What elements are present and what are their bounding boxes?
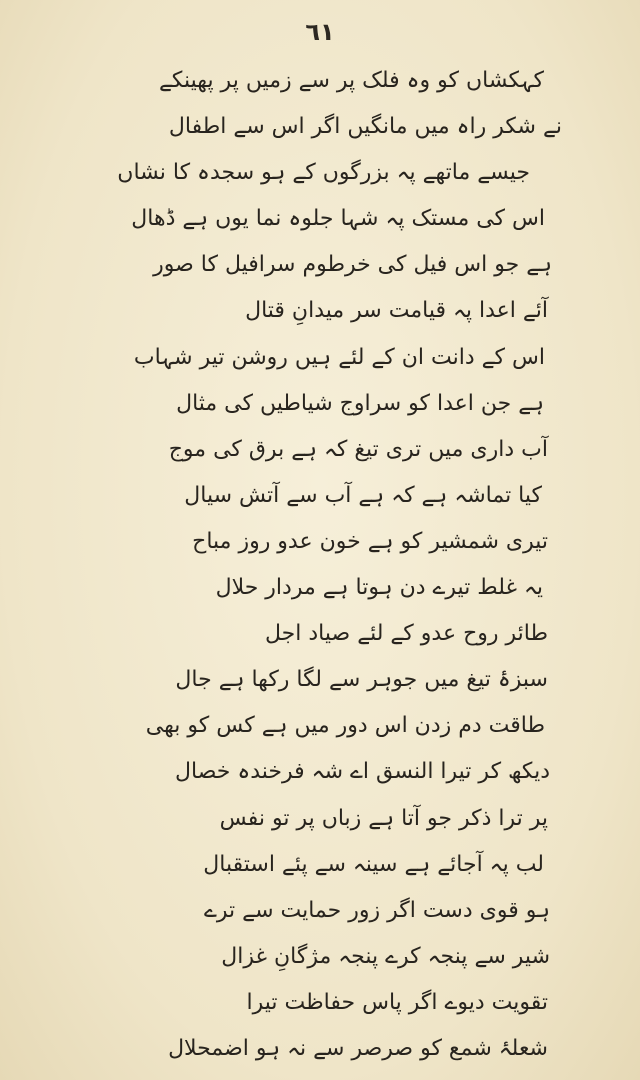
verse-line: کیا تماشہ ہے کہ ہے آب سے آتش سیال: [184, 483, 542, 508]
verse-line: سبزۂ تیغ میں جوہر سے لگا رکھا ہے جال: [175, 667, 548, 692]
verse-line: آئے اعدا پہ قیامت سر میدانِ قتال: [245, 298, 548, 323]
verse-line: یہ غلط تیرے دن ہوتا ہے مردار حلال: [215, 575, 543, 600]
verse-line: ہے جو اس فیل کی خرطوم سرافیل کا صور: [153, 252, 552, 277]
verse-line: تقویت دیوے اگر پاس حفاظت تیرا: [246, 990, 548, 1015]
verse-line: آب داری میں تری تیغ کہ ہے برق کی موج: [168, 437, 548, 462]
verse-line: شعلۂ شمع کو صرصر سے نہ ہو اضمحلال: [168, 1036, 548, 1061]
verse-line: شیر سے پنجہ کرے پنجہ مژگانِ غزال: [221, 944, 550, 969]
verse-line: طائر روح عدو کے لئے صیاد اجل: [265, 621, 548, 646]
verse-line: طاقت دم زدن اس دور میں ہے کس کو بھی: [145, 713, 545, 738]
page-number: ٦١: [305, 18, 335, 46]
verse-line: پر ترا ذکر جو آتا ہے زباں پر تو نفس: [219, 806, 548, 831]
verse-line: لب پہ آجائے ہے سینہ سے پئے استقبال: [203, 852, 544, 877]
verse-line: اس کے دانت ان کے لئے ہیں روشن تیر شہاب: [133, 345, 545, 370]
verse-line: کہکشاں کو وہ فلک پر سے زمیں پر پھینکے: [158, 68, 544, 93]
verse-line: ہو قوی دست اگر زور حمایت سے ترے: [204, 898, 550, 923]
verse-line: ہے جن اعدا کو سراوج شیاطیں کی مثال: [176, 391, 544, 416]
verse-line: اس کی مستک پہ شہا جلوہ نما یوں ہے ڈھال: [131, 206, 545, 231]
verse-line: تیری شمشیر کو ہے خون عدو روز مباح: [192, 529, 548, 554]
verse-line: نے شکر راہ میں مانگیں اگر اس سے اطفال: [168, 114, 562, 139]
verse-line: دیکھ کر تیرا النسق اے شہ فرخندہ خصال: [175, 759, 550, 784]
verse-line: جیسے ماتھے پہ بزرگوں کے ہو سجدہ کا نشاں: [117, 160, 530, 185]
